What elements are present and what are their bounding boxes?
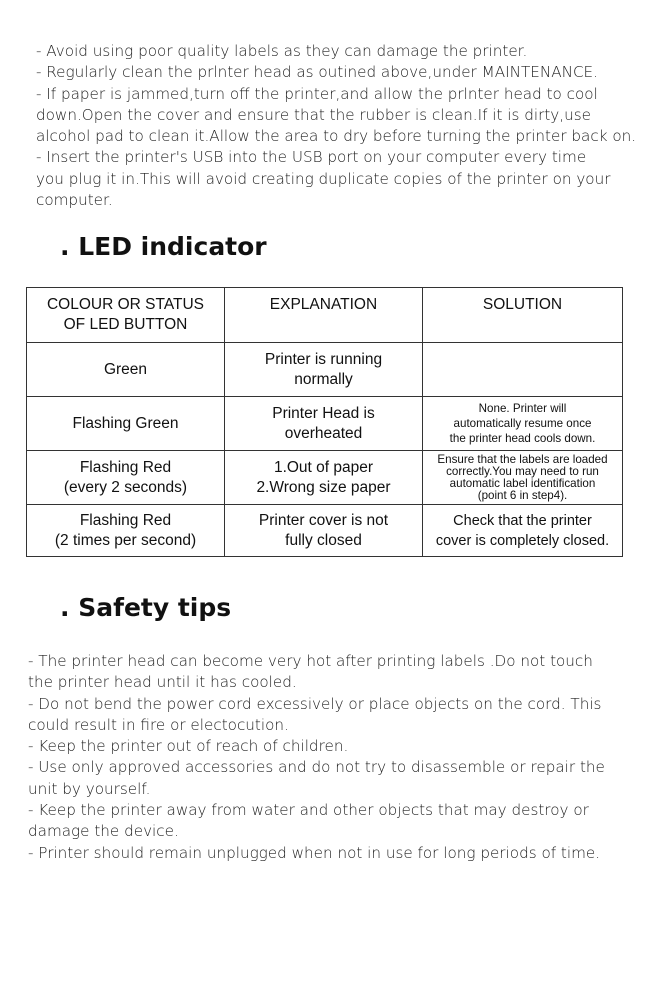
status-cell [27, 397, 225, 451]
status-cell [27, 451, 225, 505]
cell-line: overheated [284, 424, 363, 442]
cell-line: normally [294, 370, 353, 388]
tip-line: - Regularly clean the prlnter head as outined above,under MAINTENANCE. [36, 63, 598, 82]
status-cell [27, 505, 225, 557]
cell-line: 2.Wrong size paper [256, 478, 391, 496]
tip-line: damage the device. [28, 822, 179, 841]
led-indicator-table [26, 287, 623, 557]
cell-line: fully closed [285, 531, 362, 549]
safety-tips-heading: . Safety tips [60, 593, 232, 622]
tip-line: the printer head until it has cooled. [28, 673, 297, 692]
cell-line: Flashing Red [79, 511, 172, 529]
solution-cell [423, 451, 623, 505]
cell-line: None. Printer will [478, 402, 567, 415]
tip-line: - Printer should remain unplugged when not in use for long periods of time. [28, 843, 601, 862]
led-indicator-heading: . LED indicator [60, 232, 267, 261]
tip-line: computer. [36, 191, 113, 210]
solution-cell [423, 397, 623, 451]
cell-line: Flashing Green [72, 414, 179, 432]
safety-tips [28, 651, 605, 864]
cell-line: cover is completely closed. [435, 532, 610, 549]
tip-line: could result in fire or electocution. [28, 715, 289, 734]
table-row [27, 397, 623, 451]
cell-line: 1.Out of paper [273, 458, 374, 476]
tip-line: - The printer head can become very hot after printing labels .Do not touch [28, 652, 593, 670]
cell-line: Printer Head is [272, 404, 375, 422]
tip-line: alcohol pad to clean it.Allow the area to dry before turning the printer back on. [36, 127, 637, 146]
header-line: OF LED BUTTON [63, 316, 188, 333]
solution-cell [423, 505, 623, 557]
cell-line: the printer head cools down. [449, 432, 596, 445]
cell-line: correctly.You may need to run [446, 464, 599, 478]
tip-line: you plug it in.This will avoid creating duplicate copies of the printer on your [36, 169, 611, 188]
explanation-cell [225, 505, 423, 557]
maintenance-tips [36, 41, 636, 211]
header-status [27, 288, 225, 343]
tip-line: - Keep the printer away from water and other objects that may destroy or [28, 801, 589, 820]
cell-line: Printer cover is not [258, 511, 389, 529]
cell-line: Flashing Red [79, 458, 172, 476]
tip-line: unit by yourself. [28, 779, 151, 798]
table-row [27, 451, 623, 505]
status-cell [27, 343, 225, 397]
explanation-cell [225, 397, 423, 451]
cell-line: Printer is running [264, 350, 383, 368]
explanation-cell [225, 343, 423, 397]
cell-line: (every 2 seconds) [63, 478, 188, 496]
header-line: SOLUTION [482, 296, 563, 313]
header-line: EXPLANATION [269, 296, 378, 313]
header-line: COLOUR OR STATUS [46, 296, 205, 313]
tip-line: - Do not bend the power cord excessively or place objects on the cord. This [28, 694, 602, 713]
header-explanation [225, 288, 423, 343]
cell-line: Check that the printer [453, 512, 592, 529]
tip-line: - Keep the printer out of reach of children. [28, 737, 349, 756]
cell-line: Ensure that the labels are loaded [437, 452, 608, 466]
table-row [27, 505, 623, 557]
table-header-row [27, 288, 623, 343]
tip-line: - Use only approved accessories and do not try to disassemble or repair the [28, 758, 605, 777]
table-row [27, 343, 623, 397]
tip-line: - Avoid using poor quality labels as they can damage the printer. [36, 42, 528, 60]
cell-line: (2 times per second) [54, 531, 197, 549]
header-solution [423, 288, 623, 343]
solution-cell [423, 343, 623, 397]
tip-line: - Insert the printer's USB into the USB port on your computer every time [36, 148, 587, 167]
cell-line: automatic label identification [449, 476, 596, 490]
cell-line: Green [103, 360, 148, 378]
tip-line: down.Open the cover and ensure that the rubber is clean.If it is dirty,use [36, 105, 591, 124]
cell-line: automatically resume once [453, 417, 592, 430]
explanation-cell [225, 451, 423, 505]
tip-line: - If paper is jammed,turn off the printer,and allow the prlnter head to cool [36, 84, 598, 103]
cell-line: (point 6 in step4). [477, 488, 568, 502]
